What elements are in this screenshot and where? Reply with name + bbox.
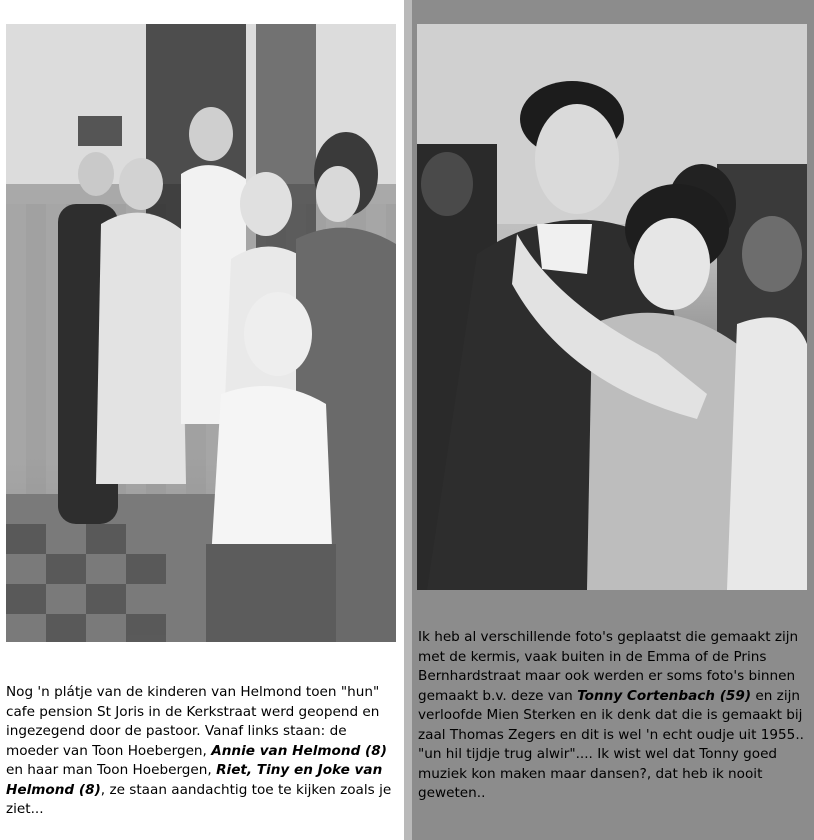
left-caption-name-riet-tiny-joke: Riet, Tiny en Joke van Helmond (8) — [6, 762, 383, 798]
left-caption-name-annie: Annie van Helmond (8) — [211, 742, 387, 759]
right-caption-name-tonny: Tonny Cortenbach (59) — [577, 687, 752, 704]
right-caption — [418, 628, 810, 804]
left-caption-end: , ze staan aandachtig toe te kijken zoals je ziet... — [6, 781, 392, 817]
left-caption-mid: en haar man Toon Hoebergen, — [6, 762, 217, 778]
family-photo-illustration — [6, 24, 396, 642]
dancing-couple-photo — [417, 24, 807, 590]
left-caption-intro: Nog 'n plátje van de kinderen van Helmond toen "hun" cafe pension St Joris in de Kerkstraat werd geopend en ingezegend door de pastoor. Vanaf links staan: de moeder van Toon Hoebergen, — [6, 684, 380, 759]
family-photo — [6, 24, 396, 642]
right-caption-intro: Ik heb al verschillende foto's geplaatst die gemaakt zijn met de kermis, vaak buiten in de Emma of de Prins Bernhardstraat maar ook werden er soms foto's binnen gemaakt b.v. deze van — [418, 629, 799, 704]
panel-divider — [404, 0, 412, 840]
right-caption-end: en zijn verloofde Mien Sterken en ik denk dat die is gemaakt bij zaal Thomas Zegers en dit is wel 'n echt oudje uit 1955.. "un hil tijdje trug alwir".... Ik wist wel dat Tonny goed muziek kon maken maar dansen?, dat heb ik nooit geweten.. — [418, 687, 804, 801]
left-caption — [6, 683, 398, 820]
dancing-couple-illustration — [417, 24, 807, 590]
